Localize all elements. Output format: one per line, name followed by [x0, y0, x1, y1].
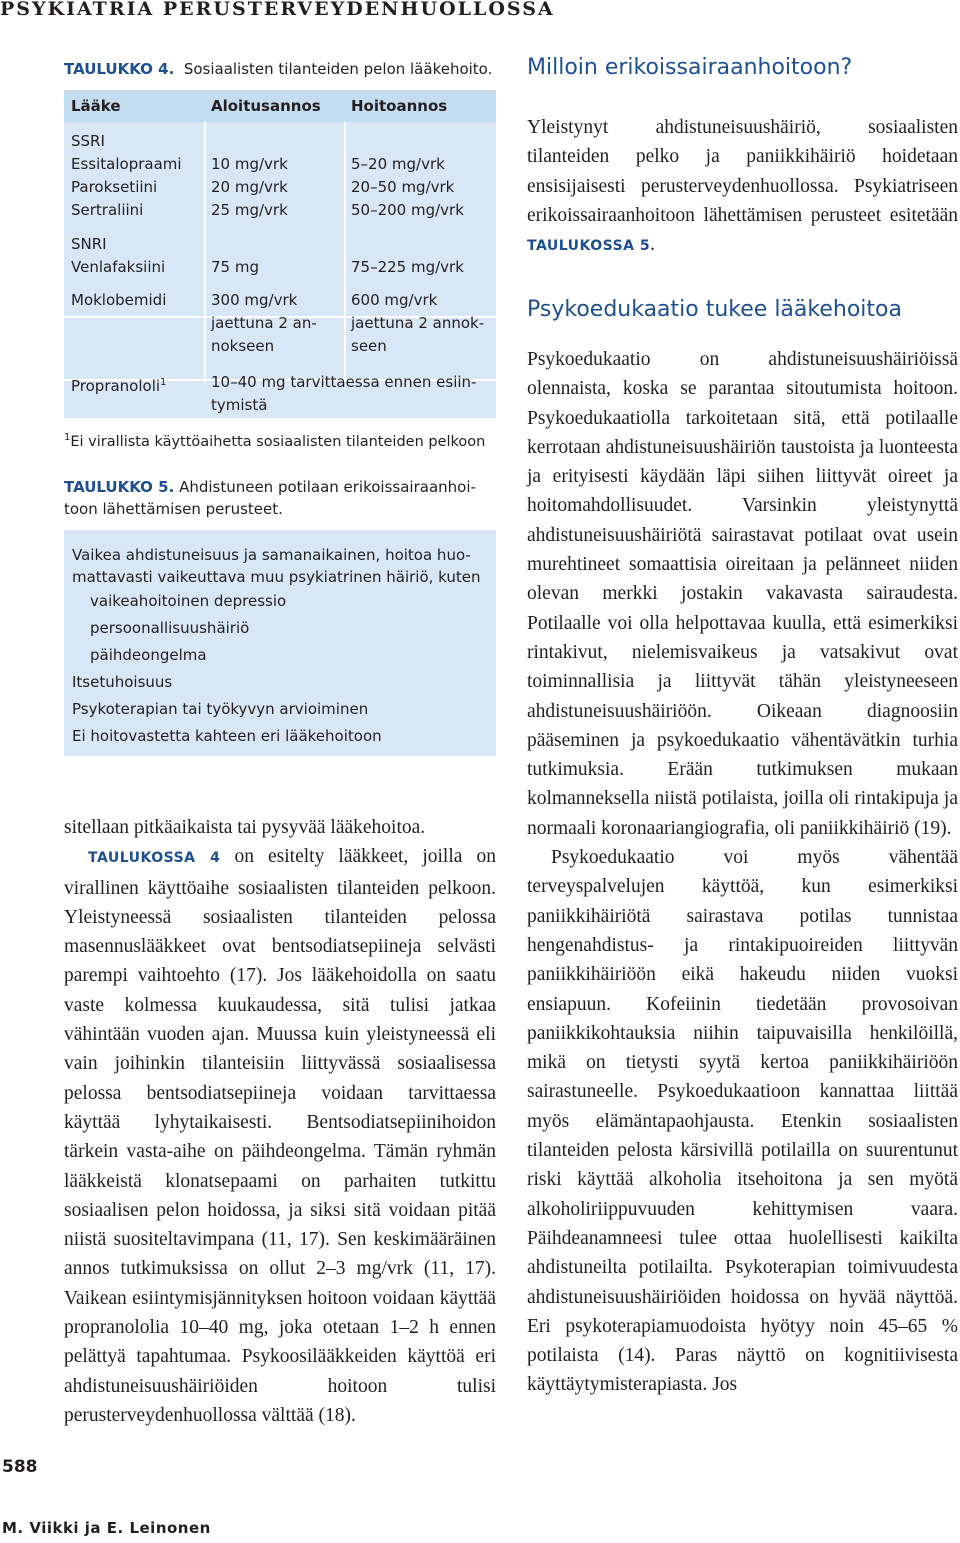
table4-cell: 20 mg/vrk [211, 178, 288, 196]
table5-subitem: vaikeahoitoinen depressio [90, 592, 287, 610]
table4-caption [64, 58, 504, 80]
heading-psychoeducation: Psykoedukaatio tukee lääkehoitoa [527, 297, 902, 322]
table4-cell: Venlafaksiini [71, 258, 166, 276]
authors-footer: M. Viikki ja E. Leinonen [2, 1519, 211, 1537]
table4-col-maint: Hoitoannos [351, 97, 448, 115]
table5-label: TAULUKKO 5. [64, 478, 175, 496]
table4-cell: Essitalopraami [71, 155, 182, 173]
table5-item: Psykoterapian tai työkyvyn arvioiminen [72, 700, 369, 718]
table5-item: mattavasti vaikeuttava muu psykiatrinen häiriö, kuten [72, 568, 481, 586]
table5-item: Itsetuhoisuus [72, 673, 173, 691]
table4-cell: jaettuna 2 an- [211, 314, 317, 332]
running-header: PSYKIATRIA PERUSTERVEYDENHUOLLOSSA [0, 0, 555, 20]
table4-cell: Paroksetiini [71, 178, 158, 196]
table4-label: TAULUKKO 4. [64, 60, 175, 78]
left-paragraph-end: sitellaan pitkäaikaista tai pysyvää lääkehoitoa. [64, 817, 426, 838]
table5 [64, 530, 496, 756]
table5-caption: TAULUKKO 5. Ahdistuneen potilaan erikoissairaanhoi- toon lähettämisen perusteet. [64, 478, 476, 518]
table4-cell: seen [351, 337, 387, 355]
table4-footnote: $^1$Ei virallista käyttöaihetta sosiaalisten tilanteiden pelkoon [64, 432, 486, 450]
table4-ssri-group: SSRI [71, 132, 105, 150]
table4-cell: Moklobemidi [71, 291, 167, 309]
table4-col-start: Aloitusannos [211, 97, 321, 115]
table5-reference: TAULUKOSSA 5 [527, 238, 651, 255]
table4-cell: 25 mg/vrk [211, 201, 288, 219]
table4-cell: 75–225 mg/vrk [351, 258, 464, 276]
table4-reference: TAULUKOSSA 4 [88, 850, 221, 867]
table4-cell: Sertraliini [71, 201, 144, 219]
table4 [64, 90, 496, 418]
table4-cell: 75 mg [211, 258, 259, 276]
right-body-text [527, 345, 958, 1400]
table4-title: Sosiaalisten tilanteiden pelon lääkehoito. [183, 60, 493, 78]
table4-cell: 300 mg/vrk [211, 291, 298, 309]
right-paragraph-2: Psykoedukaatio on ahdistuneisuushäiriöissä olennaista, koska se parantaa sitoutumista hoitoon. Psykoedukaatiolla tarkoitetaan sitä, että potilaalle kerrotaan ahdistuneisuushäiriön taustoista ja luonteesta ja erityisesti käydään läpi siihen liittyvät oireet ja hoitomahdollisuudet. Varsinkin yleistynyttä ahdistuneisuushäiriötä sairastavat potilaat ovat usein murehtineet somaattisia oireitaan ja pelänneet niiden olevan merkki jostakin vakavasta sairaudesta. Potilaalle voi olla helpottavaa kuulla, että esimerkiksi rintakivut, nielemisvaikeus ja vatsakivut ovat toiminnallisia ja liittyvät tähän yleistyneeseen ahdistuneisuushäiriöön. Oikeaan diagnoosiin pääseminen ja psykoedukaatio vähentävätkin turhia tutkimuksia. Erään tutkimuksen mukaan kolmanneksella niistä potilaista, joilla oli rintakipuja ja normaali koronaariangiografia, oli paniikkihäiriö (19). [527, 349, 958, 839]
table4-cell: jaettuna 2 annok- [351, 314, 485, 332]
table4-cell: 10 mg/vrk [211, 155, 288, 173]
table4-cell: nokseen [211, 337, 275, 355]
table4-cell: Propranololi$^1$ [71, 377, 167, 395]
table5-subitem: päihdeongelma [90, 646, 207, 664]
right-paragraph-1: Yleistynyt ahdistuneisuushäiriö, sosiaalisten tilanteiden pelko ja paniikkihäiriö hoidetaan ensisijaisesti perusterveydenhuollossa. Psykiatriseen erikoissairaanhoitoon lähettämisen perusteet esitetään TAULUKOSSA 5. [527, 117, 958, 256]
left-body-text [64, 813, 496, 1430]
table4-cell: 50–200 mg/vrk [351, 201, 464, 219]
page-number: 588 [2, 1457, 38, 1477]
table4-cell: 600 mg/vrk [351, 291, 438, 309]
right-paragraph-3: Psykoedukaatio voi myös vähentää terveyspalvelujen käyttöä, kun esimerkiksi paniikkihäiriötä sairastava potilas tunnistaa hengenahdistus- ja rintakipuoireiden liittyvän paniikkihäiriöön eikä hakeudu niiden vuoksi ensiapuun. Kofeiinin tiedetään provosoivan paniikkikohtauksia niihin taipuvaisilla henkilöillä, mikä on tietysti syytä kertoa paniikkihäiriöön sairastuneelle. Psykoedukaatioon kannattaa liittää myös elämäntapaohjausta. Etenkin sosiaalisten tilanteiden pelosta kärsivillä potilailla on suurentunut riski käyttää alkoholia itsehoitona ja sen myötä alkoholiriippuvuuden kehittymisen vaara. Päihdeanamneesi tulee ottaa huolellisesti kaikilta ahdistuneilta potilailta. Psykoterapian toimivuudesta ahdistuneisuushäiriöiden hoidossa on hyvää näyttöä. Eri psykoterapiamuodoista hyötyy noin 45–65 % potilaista (14). Paras näyttö on kognitiivisesta käyttäytymisterapiasta. Jos [527, 847, 958, 1396]
table4-cell: 20–50 mg/vrk [351, 178, 455, 196]
heading-referral: Milloin erikoissairaanhoitoon? [527, 55, 853, 80]
table5-subitem: persoonallisuushäiriö [90, 619, 250, 637]
table5-item: Vaikea ahdistuneisuus ja samanaikainen, hoitoa huo- [72, 546, 471, 564]
table4-cell: 10–40 mg tarvittaessa ennen esiin- [211, 373, 477, 391]
table4-snri-group: SNRI [71, 235, 107, 253]
table5-item: Ei hoitovastetta kahteen eri lääkehoitoon [72, 727, 382, 745]
table4-col-drug: Lääke [71, 97, 121, 115]
table4-cell: tymistä [211, 396, 268, 414]
table4-cell: 5–20 mg/vrk [351, 155, 445, 173]
left-paragraph: TAULUKOSSA 4 on esitelty lääkkeet, joilla on virallinen käyttöaihe sosiaalisten tilanteiden pelkoon. Yleistyneessä sosiaalisten tilanteiden pelossa masennuslääkkeet ovat bentsodiatsepiineja selvästi parempi vaihtoehto (17). Jos lääkehoidolla on saatu vaste kolmessa kuukaudessa, sitä tulisi jatkaa vähintään vuoden ajan. Muussa kuin yleistyneessä eli vain joihinkin tilanteisiin liittyvässä sosiaalisessa pelossa bentsodiatsepiineja voidaan tarvittaessa käyttää lyhytaikaisesti. Bentsodiatsepiinihoidon tärkein vasta-aihe on päihdeongelma. Tämän ryhmän lääkkeistä klonatsepaami on parhaiten tutkittu sosiaalisen pelon hoidossa, ja siksi sitä voidaan pitää niistä suositeltavimpana (11, 17). Sen keskimääräinen annos tutkimuksissa on ollut 2–3 mg/vrk (11, 17). Vaikean esiintymisjännityksen hoitoon voidaan käyttää propranololia 10–40 mg, joka otetaan 1–2 h ennen pelättyä tapahtumaa. Psykoosilääkkeiden käyttöä eri ahdistuneisuushäiriöiden hoitoon tulisi perusterveydenhuollossa välttää (18). [64, 846, 496, 1426]
